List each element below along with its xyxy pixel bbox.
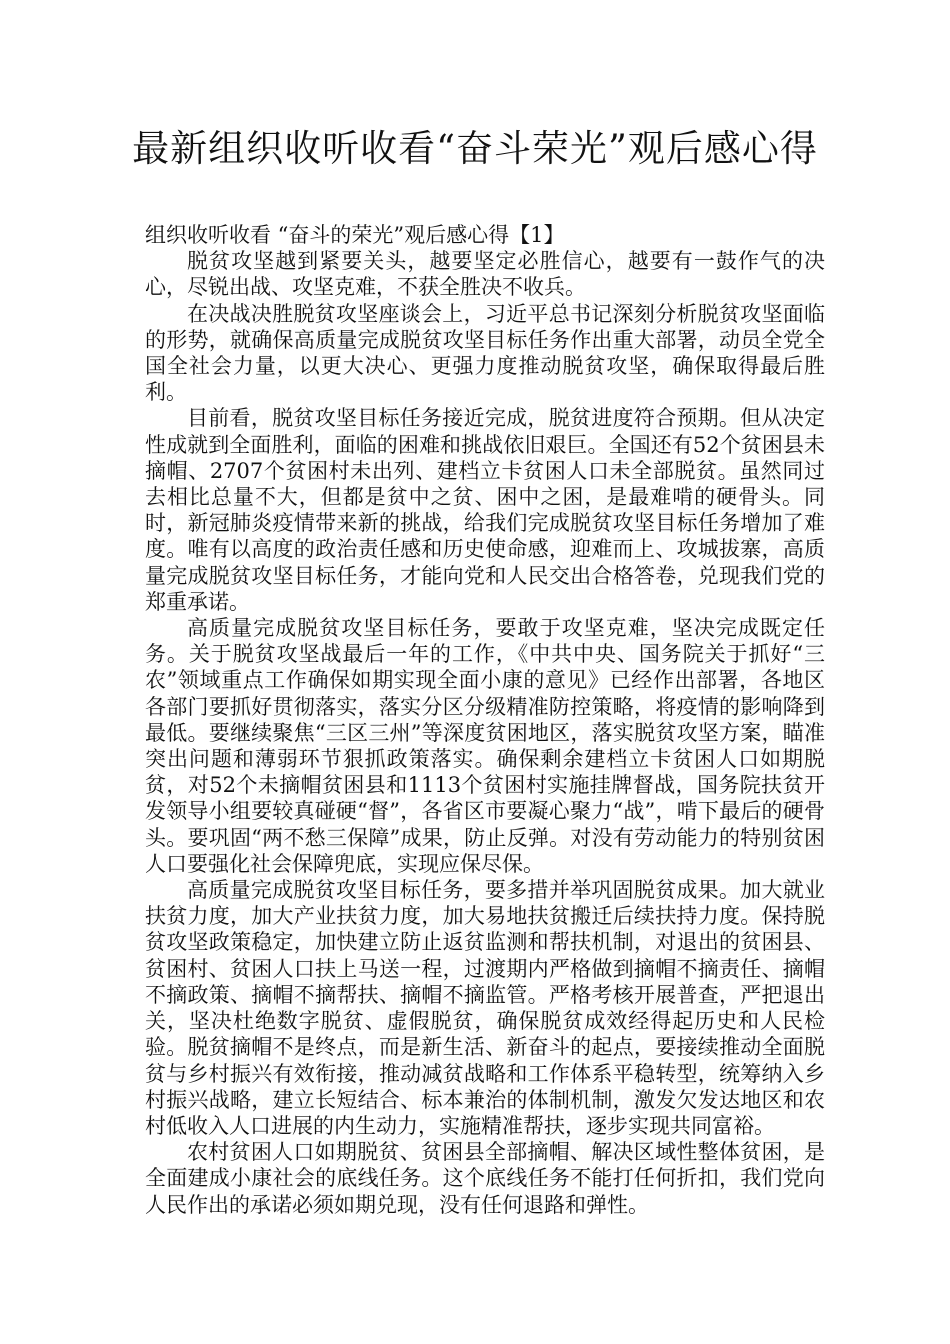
- document-title: 最新组织收听收看“奋斗荣光”观后感心得: [132, 127, 818, 170]
- paragraph: 脱贫攻坚越到紧要关头，越要坚定必胜信心，越要有一鼓作气的决心，尽锐出战、攻坚克难，不获全胜决不收兵。: [145, 249, 825, 300]
- paragraph: 目前看，脱贫攻坚目标任务接近完成，脱贫进度符合预期。但从决定性成就到全面胜利，面临的困难和挑战依旧艰巨。全国还有52个贫困县未摘帽、2707个贫困村未出列、建档立卡贫困人口未全部脱贫。虽然同过去相比总量不大，但都是贫中之贫、困中之困，是最难啃的硬骨头。同时，新冠肺炎疫情带来新的挑战，给我们完成脱贫攻坚目标任务增加了难度。唯有以高度的政治责任感和历史使命感，迎难而上、攻城拔寨，高质量完成脱贫攻坚目标任务，才能向党和人民交出合格答卷，兑现我们党的郑重承诺。: [145, 406, 825, 614]
- paragraph: 高质量完成脱贫攻坚目标任务，要多措并举巩固脱贫成果。加大就业扶贫力度，加大产业扶贫力度，加大易地扶贫搬迁后续扶持力度。保持脱贫攻坚政策稳定，加快建立防止返贫监测和帮扶机制，对退出的贫困县、贫困村、贫困人口扶上马送一程，过渡期内严格做到摘帽不摘责任、摘帽不摘政策、摘帽不摘帮扶、摘帽不摘监管。严格考核开展普查，严把退出关，坚决杜绝数字脱贫、虚假脱贫，确保脱贫成效经得起历史和人民检验。脱贫摘帽不是终点，而是新生活、新奋斗的起点，要接续推动全面脱贫与乡村振兴有效衔接，推动减贫战略和工作体系平稳转型，统筹纳入乡村振兴战略，建立长短结合、标本兼治的体制机制，激发欠发达地区和农村低收入人口进展的内生动力，实施精准帮扶，逐步实现共同富裕。: [145, 878, 825, 1138]
- section-subheading: 组织收听收看 “奋斗的荣光”观后感心得【1】: [145, 223, 565, 247]
- paragraph: 农村贫困人口如期脱贫、贫困县全部摘帽、解决区域性整体贫困，是全面建成小康社会的底线任务。这个底线任务不能打任何折扣，我们党向人民作出的承诺必须如期兑现，没有任何退路和弹性。: [145, 1140, 825, 1217]
- paragraph: 在决战决胜脱贫攻坚座谈会上，习近平总书记深刻分析脱贫攻坚面临的形势，就确保高质量完成脱贫攻坚目标任务作出重大部署，动员全党全国全社会力量，以更大决心、更强力度推动脱贫攻坚，确保取得最后胜利。: [145, 301, 825, 405]
- paragraph: 高质量完成脱贫攻坚目标任务，要敢于攻坚克难，坚决完成既定任务。关于脱贫攻坚战最后一年的工作，《中共中央、国务院关于抓好“三农”领域重点工作确保如期实现全面小康的意见》已经作出部署，各地区各部门要抓好贯彻落实，落实分区分级精准防控策略，将疫情的影响降到最低。要继续聚焦“三区三州”等深度贫困地区，落实脱贫攻坚方案，瞄准突出问题和薄弱环节狠抓政策落实。确保剩余建档立卡贫困人口如期脱贫，对52个未摘帽贫困县和1113个贫困村实施挂牌督战，国务院扶贫开发领导小组要较真碰硬“督”，各省区市要凝心聚力“战”，啃下最后的硬骨头。要巩固“两不愁三保障”成果，防止反弹。对没有劳动能力的特别贫困人口要强化社会保障兜底，实现应保尽保。: [145, 616, 825, 876]
- document-body: [145, 222, 825, 1218]
